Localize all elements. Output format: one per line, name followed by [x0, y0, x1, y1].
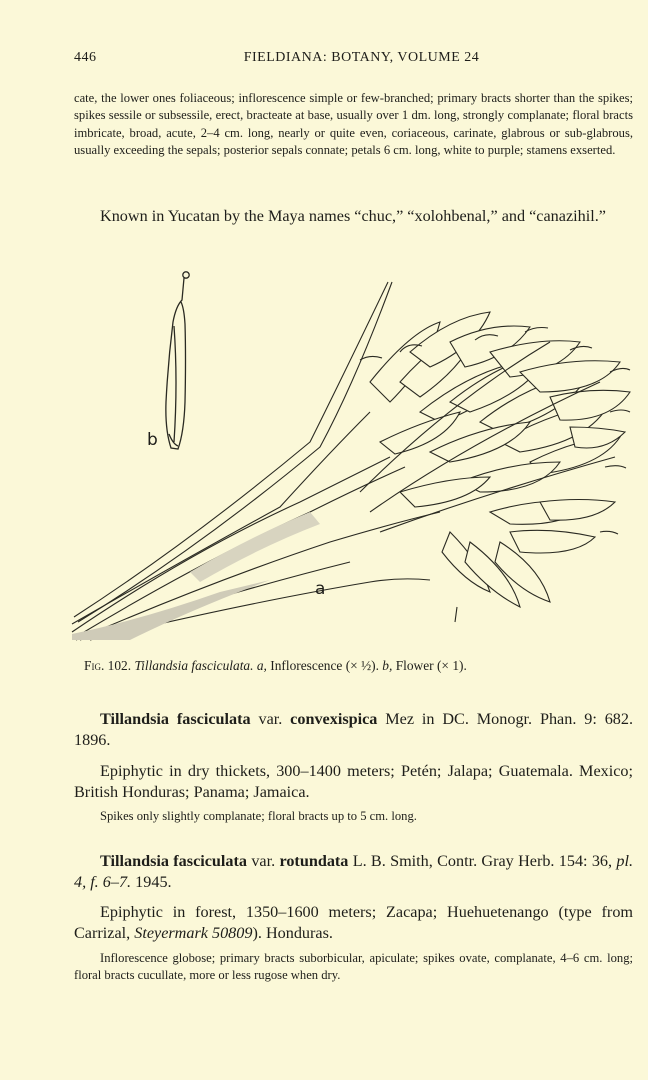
var-convexispica-citation: Mez in DC. Monogr. Phan. 9: 682. 1896.	[74, 710, 634, 750]
var-rotundata-citation-plate: pl. 4, f. 6–7.	[74, 852, 634, 892]
var-rotundata-distribution	[74, 902, 633, 944]
var-rotundata-citation-pre: L. B. Smith, Contr. Gray Herb. 154: 36,	[352, 852, 613, 870]
var-rotundata-distribution-pre: Epiphytic in forest, 1350–1600 meters; Zacapa; Huehuetenango (type from Carrizal,	[74, 903, 633, 943]
tillandsia-drawing	[70, 262, 635, 647]
description-block	[74, 90, 633, 160]
var-convexispica-distribution: Epiphytic in dry thickets, 300–1400 meters; Petén; Jalapa; Guatemala. Mexico; British Honduras; Panama; Jamaica.	[74, 762, 633, 802]
var-convexispica-distribution-block	[74, 761, 633, 803]
figure-caption	[84, 658, 633, 674]
description-paragraph: cate, the lower ones foliaceous; inflorescence simple or few-branched; primary bracts shorter than the spikes; spikes sessile or subsessile, erect, bracteate at base, usually over 1 dm. long, strongly complanate; floral bracts imbricate, broad, acute, 2–4 cm. long, nearly or quite even, coriaceous, carinate, glabrous or sub-glabrous, usually exceeding the sepals; posterior sepals connate; petals 6 cm. long, white to purple; stamens exserted.	[74, 91, 633, 158]
var-rotundata-notes: Inflorescence globose; primary bracts suborbicular, apiculate; spikes ovate, complanate, 4–6 cm. long; floral bracts cucullate, more or less rugose when dry.	[74, 951, 633, 983]
page-number: 446	[74, 50, 97, 65]
caption-a-text: Inflorescence (× ½).	[270, 658, 379, 673]
var-rotundata-distribution-block	[74, 902, 633, 944]
var-rotundata-notes-block	[74, 950, 633, 985]
var-convexispica-heading	[74, 709, 633, 751]
maya-names-paragraph: Known in Yucatan by the Maya names “chuc,” “xolohbenal,” and “canazihil.”	[100, 207, 606, 225]
var-convexispica-entry	[74, 709, 633, 751]
var-convexispica-notes-block	[74, 808, 633, 825]
caption-a-letter: a,	[256, 658, 267, 673]
figure-label-b: b	[147, 430, 158, 450]
caption-fig-number: Fig. 102.	[84, 658, 132, 673]
var-convexispica-rank: var.	[258, 710, 283, 728]
var-rotundata-distribution-post: ). Honduras.	[252, 924, 333, 943]
figure-label-a: a	[315, 579, 326, 599]
var-rotundata-entry	[74, 851, 633, 893]
figure-illustration	[70, 262, 635, 647]
running-title: FIELDIANA: BOTANY, VOLUME 24	[243, 50, 480, 65]
flower-drawing	[166, 272, 189, 449]
var-rotundata-rank: var.	[251, 852, 276, 870]
var-rotundata-species: Tillandsia fasciculata	[100, 852, 248, 870]
page-header	[74, 50, 633, 70]
var-rotundata-collector: Steyermark 50809	[134, 924, 253, 943]
caption-species: Tillandsia fasciculata.	[134, 658, 254, 673]
var-rotundata-name: rotundata	[279, 852, 349, 870]
var-rotundata-heading	[74, 851, 633, 893]
caption-b-text: Flower (× 1).	[395, 658, 467, 673]
var-rotundata-citation-year: 1945.	[135, 873, 172, 892]
var-convexispica-notes: Spikes only slightly complanate; floral bracts up to 5 cm. long.	[100, 809, 417, 823]
inflorescence-drawing	[72, 282, 630, 640]
var-convexispica-name: convexispica	[290, 710, 378, 728]
var-convexispica-species: Tillandsia fasciculata	[100, 710, 251, 728]
caption-b-letter: b,	[382, 658, 393, 673]
maya-names-block	[74, 206, 633, 227]
